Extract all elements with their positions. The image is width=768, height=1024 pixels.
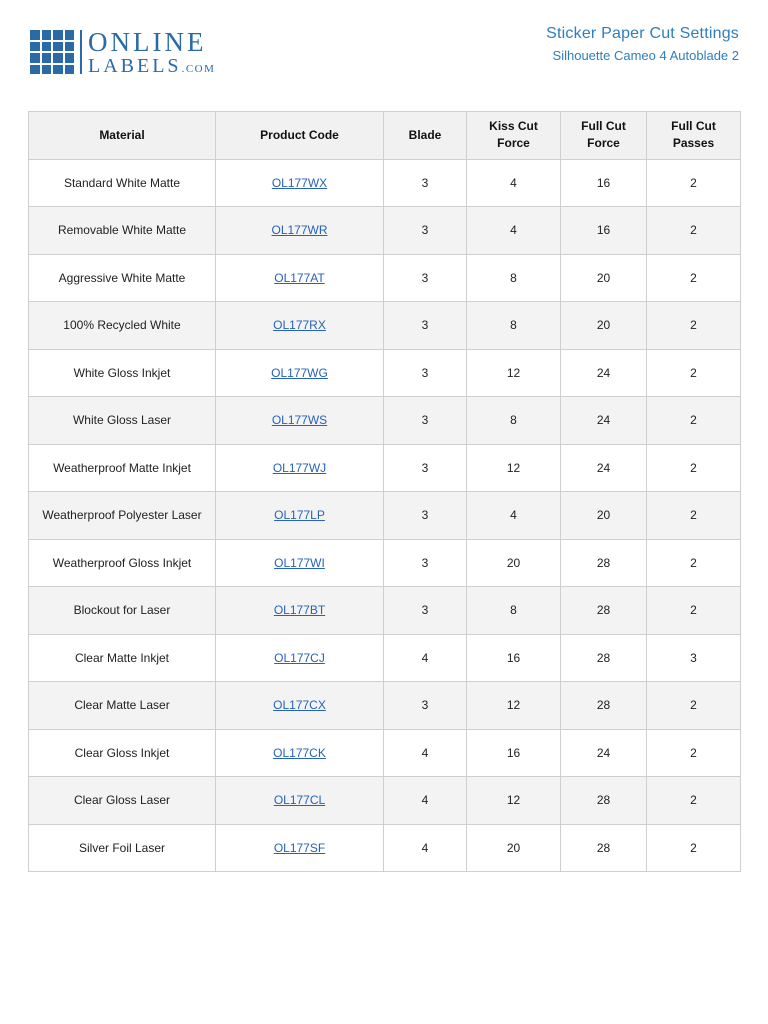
product-code-link[interactable]: OL177CJ — [274, 650, 325, 665]
cell-blade: 3 — [384, 397, 467, 445]
page-title: Sticker Paper Cut Settings — [546, 25, 739, 42]
cell-blade: 4 — [384, 729, 467, 777]
page-subtitle: Silhouette Cameo 4 Autoblade 2 — [552, 48, 739, 63]
cell-full-cut-passes: 2 — [647, 349, 741, 397]
cell-kiss-cut-force: 8 — [467, 587, 561, 635]
column-header-blade: Blade — [384, 112, 467, 160]
cell-full-cut-force: 28 — [561, 587, 647, 635]
cell-product-code — [216, 539, 384, 587]
logo-line1: ONLINE — [88, 26, 207, 57]
cell-full-cut-passes: 2 — [647, 539, 741, 587]
logo-grid-icon — [30, 30, 74, 74]
cell-kiss-cut-force: 12 — [467, 444, 561, 492]
cell-blade: 3 — [384, 349, 467, 397]
table-row — [29, 492, 741, 540]
table-body — [29, 159, 741, 872]
table-row — [29, 444, 741, 492]
cell-material: Clear Gloss Laser — [29, 777, 216, 825]
product-code-link[interactable]: OL177AT — [274, 270, 325, 285]
cell-material: Weatherproof Matte Inkjet — [29, 444, 216, 492]
product-code-link[interactable]: OL177SF — [273, 840, 326, 855]
cell-product-code — [216, 824, 384, 872]
cell-kiss-cut-force: 16 — [467, 634, 561, 682]
table-row — [29, 634, 741, 682]
cell-blade: 3 — [384, 254, 467, 302]
cell-kiss-cut-force: 8 — [467, 397, 561, 445]
column-header-kiss-cut-force: Kiss Cut Force — [467, 112, 561, 160]
logo-line2-text: LABELS — [88, 54, 182, 77]
cell-full-cut-force: 28 — [561, 634, 647, 682]
cell-product-code — [216, 159, 384, 207]
cell-full-cut-passes: 2 — [647, 729, 741, 777]
table-row — [29, 682, 741, 730]
product-code-link[interactable]: OL177WX — [271, 175, 328, 190]
cell-product-code — [216, 254, 384, 302]
cell-full-cut-force: 16 — [561, 207, 647, 255]
cell-full-cut-force: 24 — [561, 444, 647, 492]
cell-product-code — [216, 634, 384, 682]
cell-material: Silver Foil Laser — [29, 824, 216, 872]
cell-full-cut-passes: 2 — [647, 492, 741, 540]
cell-blade: 3 — [384, 207, 467, 255]
cell-blade: 3 — [384, 682, 467, 730]
product-code-link[interactable]: OL177WI — [274, 555, 325, 570]
cell-full-cut-passes: 2 — [647, 254, 741, 302]
cell-product-code — [216, 729, 384, 777]
cell-product-code — [216, 302, 384, 350]
cell-material: White Gloss Inkjet — [29, 349, 216, 397]
title-block — [546, 24, 739, 65]
table-row — [29, 587, 741, 635]
table-row — [29, 539, 741, 587]
cell-blade: 4 — [384, 824, 467, 872]
column-header-product-code: Product Code — [216, 112, 384, 160]
product-code-link[interactable]: OL177RX — [273, 318, 326, 333]
onlinelabels-logo[interactable] — [30, 26, 216, 77]
cell-full-cut-passes: 2 — [647, 824, 741, 872]
product-code-link[interactable]: OL177WS — [271, 413, 328, 428]
cell-full-cut-passes: 2 — [647, 159, 741, 207]
cell-material: Standard White Matte — [29, 159, 216, 207]
cell-full-cut-force: 28 — [561, 777, 647, 825]
column-header-full-cut-passes: Full Cut Passes — [647, 112, 741, 160]
cell-full-cut-force: 28 — [561, 539, 647, 587]
cell-blade: 3 — [384, 444, 467, 492]
cell-kiss-cut-force: 8 — [467, 302, 561, 350]
cell-material: Blockout for Laser — [29, 587, 216, 635]
table-row — [29, 729, 741, 777]
table-row — [29, 777, 741, 825]
logo-line2 — [88, 56, 215, 76]
table-row — [29, 207, 741, 255]
cell-full-cut-force: 24 — [561, 397, 647, 445]
cell-material: Clear Matte Inkjet — [29, 634, 216, 682]
cell-kiss-cut-force: 20 — [467, 824, 561, 872]
cell-full-cut-passes: 2 — [647, 302, 741, 350]
table-row — [29, 349, 741, 397]
cell-material: 100% Recycled White — [29, 302, 216, 350]
cell-material: Clear Gloss Inkjet — [29, 729, 216, 777]
cell-material: Clear Matte Laser — [29, 682, 216, 730]
cell-blade: 3 — [384, 539, 467, 587]
logo-suffix: .COM — [181, 62, 216, 75]
table-row — [29, 159, 741, 207]
cell-kiss-cut-force: 8 — [467, 254, 561, 302]
cell-material: Weatherproof Gloss Inkjet — [29, 539, 216, 587]
product-code-link[interactable]: OL177WR — [271, 223, 328, 238]
table-row — [29, 302, 741, 350]
cell-product-code — [216, 777, 384, 825]
cell-kiss-cut-force: 20 — [467, 539, 561, 587]
cell-full-cut-force: 16 — [561, 159, 647, 207]
cell-blade: 3 — [384, 492, 467, 540]
cell-product-code — [216, 397, 384, 445]
cell-kiss-cut-force: 12 — [467, 777, 561, 825]
cell-blade: 3 — [384, 159, 467, 207]
cell-kiss-cut-force: 4 — [467, 492, 561, 540]
cell-full-cut-force: 24 — [561, 349, 647, 397]
table-row — [29, 824, 741, 872]
cell-kiss-cut-force: 12 — [467, 349, 561, 397]
cell-material: Weatherproof Polyester Laser — [29, 492, 216, 540]
page-header — [0, 0, 768, 100]
cell-full-cut-passes: 3 — [647, 634, 741, 682]
cell-blade: 3 — [384, 587, 467, 635]
cell-full-cut-passes: 2 — [647, 682, 741, 730]
product-code-link[interactable]: OL177BT — [273, 603, 326, 618]
cut-settings-table — [28, 111, 741, 872]
column-header-full-cut-force: Full Cut Force — [561, 112, 647, 160]
cell-product-code — [216, 492, 384, 540]
cell-blade: 4 — [384, 777, 467, 825]
product-code-link[interactable]: OL177WG — [271, 365, 328, 380]
cell-product-code — [216, 349, 384, 397]
table-row — [29, 397, 741, 445]
cell-full-cut-passes: 2 — [647, 777, 741, 825]
table-header-row — [29, 112, 741, 160]
cell-full-cut-passes: 2 — [647, 207, 741, 255]
cell-product-code — [216, 444, 384, 492]
cell-full-cut-passes: 2 — [647, 587, 741, 635]
product-code-link[interactable]: OL177CX — [273, 698, 326, 713]
cell-full-cut-force: 28 — [561, 824, 647, 872]
cell-full-cut-force: 28 — [561, 682, 647, 730]
product-code-link[interactable]: OL177CL — [273, 793, 326, 808]
cell-material: White Gloss Laser — [29, 397, 216, 445]
cell-kiss-cut-force: 4 — [467, 207, 561, 255]
cell-blade: 3 — [384, 302, 467, 350]
cell-kiss-cut-force: 4 — [467, 159, 561, 207]
product-code-link[interactable]: OL177WJ — [272, 460, 327, 475]
cell-product-code — [216, 587, 384, 635]
logo-wordmark — [80, 26, 216, 77]
cell-full-cut-passes: 2 — [647, 397, 741, 445]
product-code-link[interactable]: OL177CK — [273, 745, 326, 760]
cell-product-code — [216, 682, 384, 730]
cell-kiss-cut-force: 12 — [467, 682, 561, 730]
cell-blade: 4 — [384, 634, 467, 682]
cell-full-cut-force: 24 — [561, 729, 647, 777]
cell-full-cut-passes: 2 — [647, 444, 741, 492]
column-header-material: Material — [29, 112, 216, 160]
cell-material: Aggressive White Matte — [29, 254, 216, 302]
cell-full-cut-force: 20 — [561, 492, 647, 540]
cell-kiss-cut-force: 16 — [467, 729, 561, 777]
cell-full-cut-force: 20 — [561, 302, 647, 350]
cell-product-code — [216, 207, 384, 255]
table-row — [29, 254, 741, 302]
product-code-link[interactable]: OL177LP — [274, 508, 325, 523]
cell-full-cut-force: 20 — [561, 254, 647, 302]
cell-material: Removable White Matte — [29, 207, 216, 255]
